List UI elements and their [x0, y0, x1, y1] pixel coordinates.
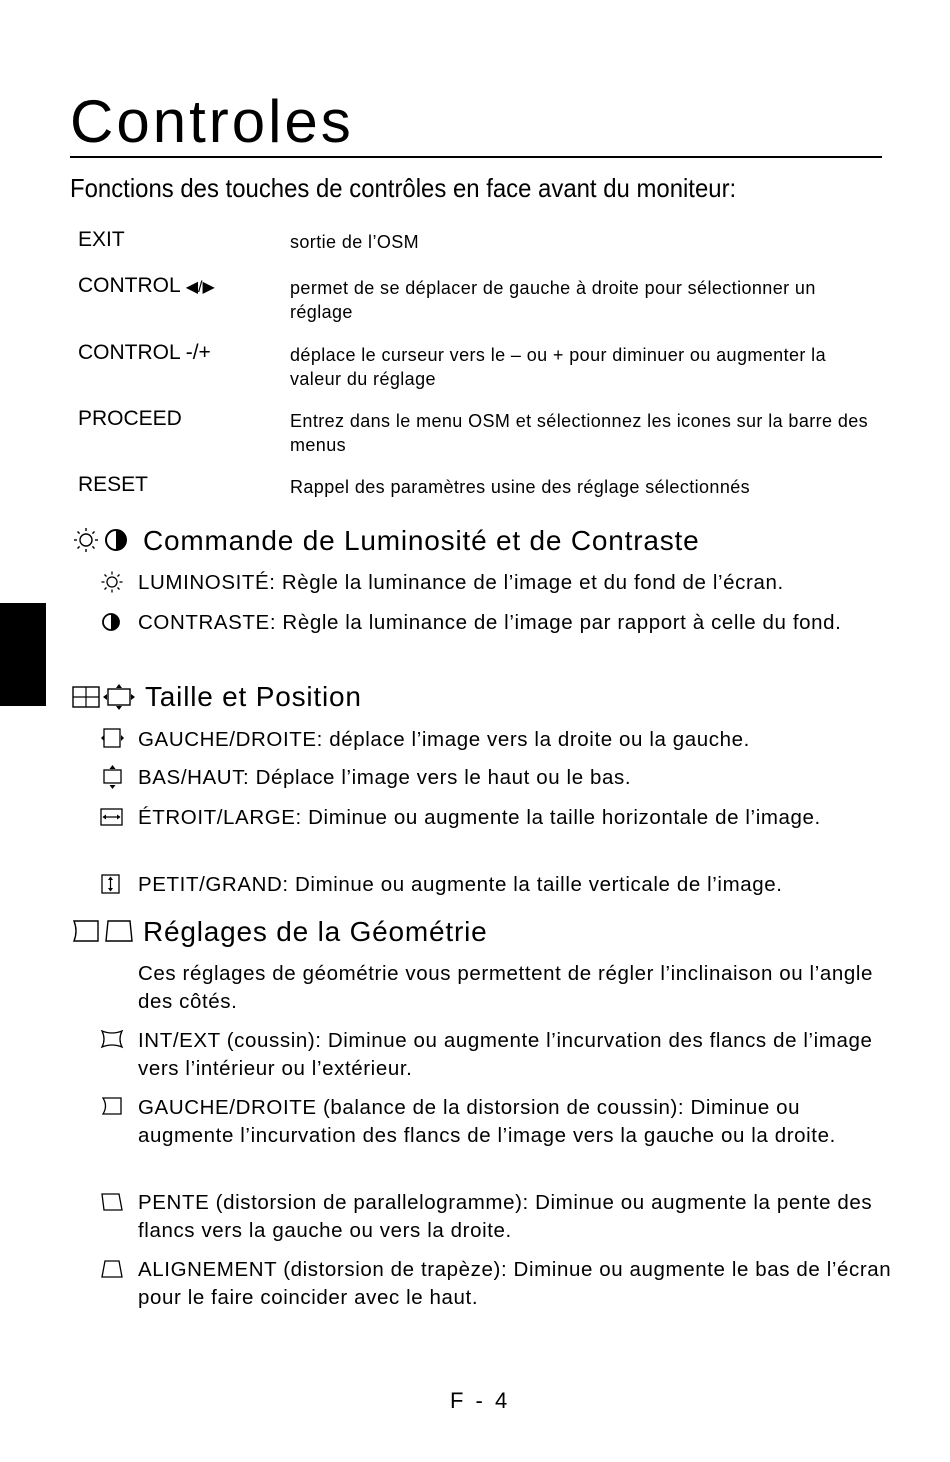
control-desc: Entrez dans le menu OSM et sélectionnez les icones sur la barre des menus [290, 411, 869, 455]
item-text: Déplace l’image vers le haut ou le bas. [249, 766, 632, 789]
control-row-proceed [78, 407, 878, 473]
item-label: CONTRASTE: [138, 611, 277, 634]
control-key-label: CONTROL [78, 274, 180, 297]
item-text: Diminue ou augmente la taille horizontale de l’image. [301, 806, 821, 829]
item-pente [138, 1189, 898, 1245]
item-label: BAS/HAUT: [138, 766, 250, 789]
control-desc: déplace le curseur vers le – ou + pour diminuer ou augmenter la valeur du réglage [290, 345, 826, 389]
item-label: GAUCHE/DROITE [138, 1096, 317, 1119]
trapezoid-icon [100, 1258, 124, 1280]
geometry-icon [72, 918, 134, 944]
pincushion-icon [100, 1028, 124, 1050]
item-contraste [138, 609, 898, 637]
vertical-position-icon [100, 764, 126, 790]
controls-table [78, 228, 878, 509]
vertical-size-icon [100, 873, 122, 895]
item-etroit-large [138, 804, 898, 832]
item-label: ALIGNEMENT [138, 1258, 277, 1281]
item-label: INT/EXT [138, 1029, 221, 1052]
item-label: LUMINOSITÉ: [138, 571, 276, 594]
control-row-exit [78, 228, 878, 274]
control-desc: permet de se déplacer de gauche à droite pour sélectionner un réglage [290, 278, 816, 322]
item-text: Règle la luminance de l’image et du fond de l’écran. [275, 571, 784, 594]
item-text: déplace l’image vers la droite ou la gauche. [322, 728, 750, 751]
brightness-contrast-icon [72, 526, 132, 554]
item-text: (balance de la distorsion de coussin): Diminue ou augmente l’incurvation des flancs de l’image vers la gauche ou la droite. [138, 1096, 836, 1147]
control-key: PROCEED [78, 407, 182, 430]
item-alignement [138, 1256, 898, 1312]
page-title: Controles [70, 88, 354, 155]
control-desc: Rappel des paramètres usine des réglage sélectionnés [290, 477, 751, 497]
control-desc: sortie de l’OSM [290, 232, 420, 252]
control-key: CONTROL -/+ [78, 341, 211, 364]
item-text: (coussin): Diminue ou augmente l’incurvation des flancs de l’image vers l’intérieur ou l’extérieur. [138, 1029, 873, 1080]
title-rule [70, 156, 882, 158]
section-heading-geometry: Réglages de la Géométrie [143, 916, 488, 947]
item-int-ext [138, 1027, 898, 1083]
control-row-reset [78, 473, 878, 509]
horizontal-size-icon [100, 807, 124, 827]
sun-icon [100, 570, 124, 594]
section-tab-marker [0, 603, 46, 706]
section-heading-size-position: Taille et Position [145, 681, 362, 712]
parallelogram-icon [100, 1191, 124, 1213]
item-text: Diminue ou augmente la taille verticale de l’image. [288, 873, 783, 896]
item-bas-haut [138, 764, 898, 792]
item-text: (distorsion de parallelogramme): Diminue ou augmente la pente des flancs vers la gauche ou vers la droite. [138, 1191, 873, 1242]
item-gauche-droite-geometry [138, 1094, 898, 1150]
control-row-control-plus-minus [78, 341, 878, 407]
control-row-control-arrows [78, 274, 878, 341]
item-petit-grand [138, 871, 898, 899]
item-label: ÉTROIT/LARGE: [138, 806, 302, 829]
control-key: RESET [78, 473, 149, 496]
item-label: PENTE [138, 1191, 210, 1214]
size-position-icon [72, 683, 136, 711]
page-subtitle: Fonctions des touches de contrôles en face avant du moniteur: [70, 173, 737, 203]
item-luminosite [138, 569, 898, 597]
item-text: (distorsion de trapèze): Diminue ou augmente le bas de l’écran pour le faire coincider avec le haut. [138, 1258, 892, 1309]
control-key [78, 274, 290, 341]
geometry-intro: Ces réglages de géométrie vous permettent de régler l’inclinaison ou l’angle des côtés. [138, 962, 874, 1013]
control-key: EXIT [78, 228, 125, 251]
item-gauche-droite-position [138, 726, 898, 754]
item-label: PETIT/GRAND: [138, 873, 289, 896]
page-number: F - 4 [450, 1388, 511, 1413]
arrows-icon: ◀/▶ [185, 279, 215, 296]
pincushion-balance-icon [100, 1095, 124, 1117]
item-text: Règle la luminance de l’image par rapport à celle du fond. [276, 611, 842, 634]
section-heading-brightness-contrast: Commande de Luminosité et de Contraste [143, 525, 700, 556]
horizontal-position-icon [100, 726, 126, 750]
item-label: GAUCHE/DROITE: [138, 728, 323, 751]
contrast-icon [100, 611, 122, 633]
